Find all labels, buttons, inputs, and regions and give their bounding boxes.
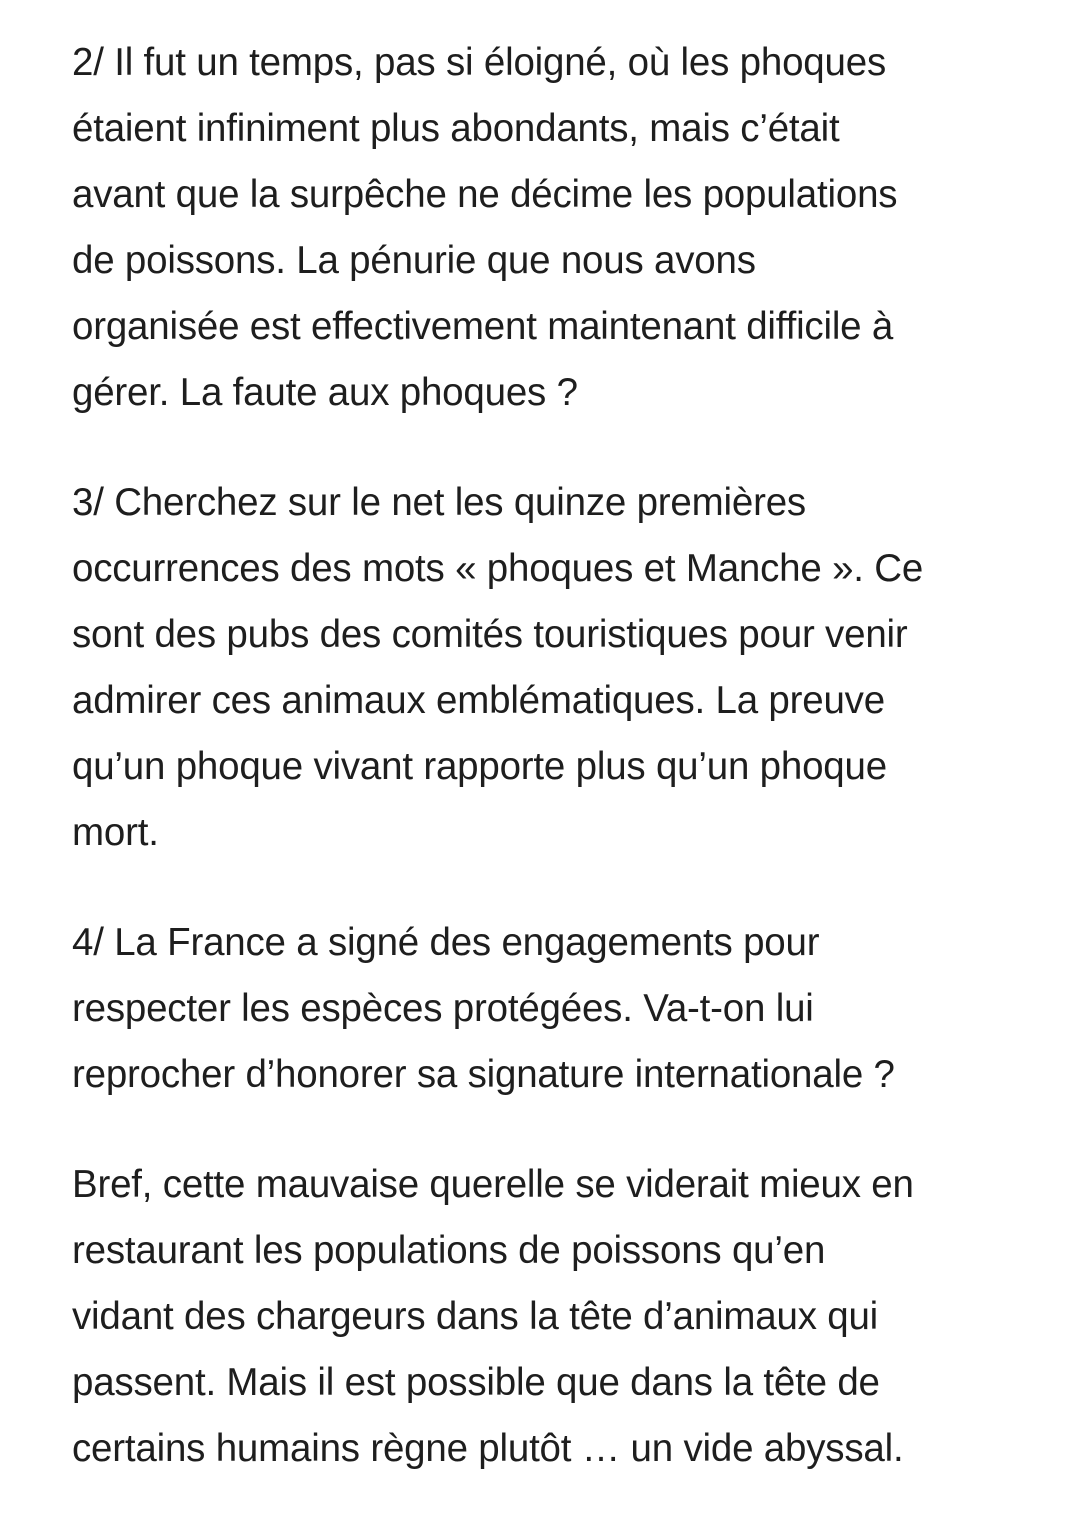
text-line: vidant des chargeurs dans la tête d’animaux qui [72,1295,879,1338]
paragraph-3 [72,470,1012,866]
text-line: de poissons. La pénurie que nous avons [72,239,756,282]
text-line: certains humains règne plutôt … un vide abyssal. [72,1427,904,1470]
text-line: étaient infiniment plus abondants, mais c’était [72,107,840,150]
text-line: respecter les espèces protégées. Va-t-on lui [72,987,814,1030]
text-line: 4/ La France a signé des engagements pour [72,921,820,964]
text-line: gérer. La faute aux phoques ? [72,371,578,414]
text-line: mort. [72,811,159,854]
text-line: avant que la surpêche ne décime les populations [72,173,898,216]
paragraph-4 [72,910,1012,1108]
text-line: passent. Mais il est possible que dans la tête de [72,1361,880,1404]
paragraph-conclusion [72,1152,1012,1482]
article-body [72,30,1012,1482]
text-line: organisée est effectivement maintenant difficile à [72,305,894,348]
text-line: admirer ces animaux emblématiques. La preuve [72,679,885,722]
text-line: 3/ Cherchez sur le net les quinze premières [72,481,806,524]
text-line: qu’un phoque vivant rapporte plus qu’un phoque [72,745,887,788]
text-line: Bref, cette mauvaise querelle se viderait mieux en [72,1163,914,1206]
text-line: restaurant les populations de poissons qu’en [72,1229,826,1272]
text-line: sont des pubs des comités touristiques pour venir [72,613,908,656]
paragraph-2 [72,30,1012,426]
text-line: reprocher d’honorer sa signature internationale ? [72,1053,895,1096]
text-line: 2/ Il fut un temps, pas si éloigné, où les phoques [72,41,886,84]
text-line: occurrences des mots « phoques et Manche ». Ce [72,547,924,590]
